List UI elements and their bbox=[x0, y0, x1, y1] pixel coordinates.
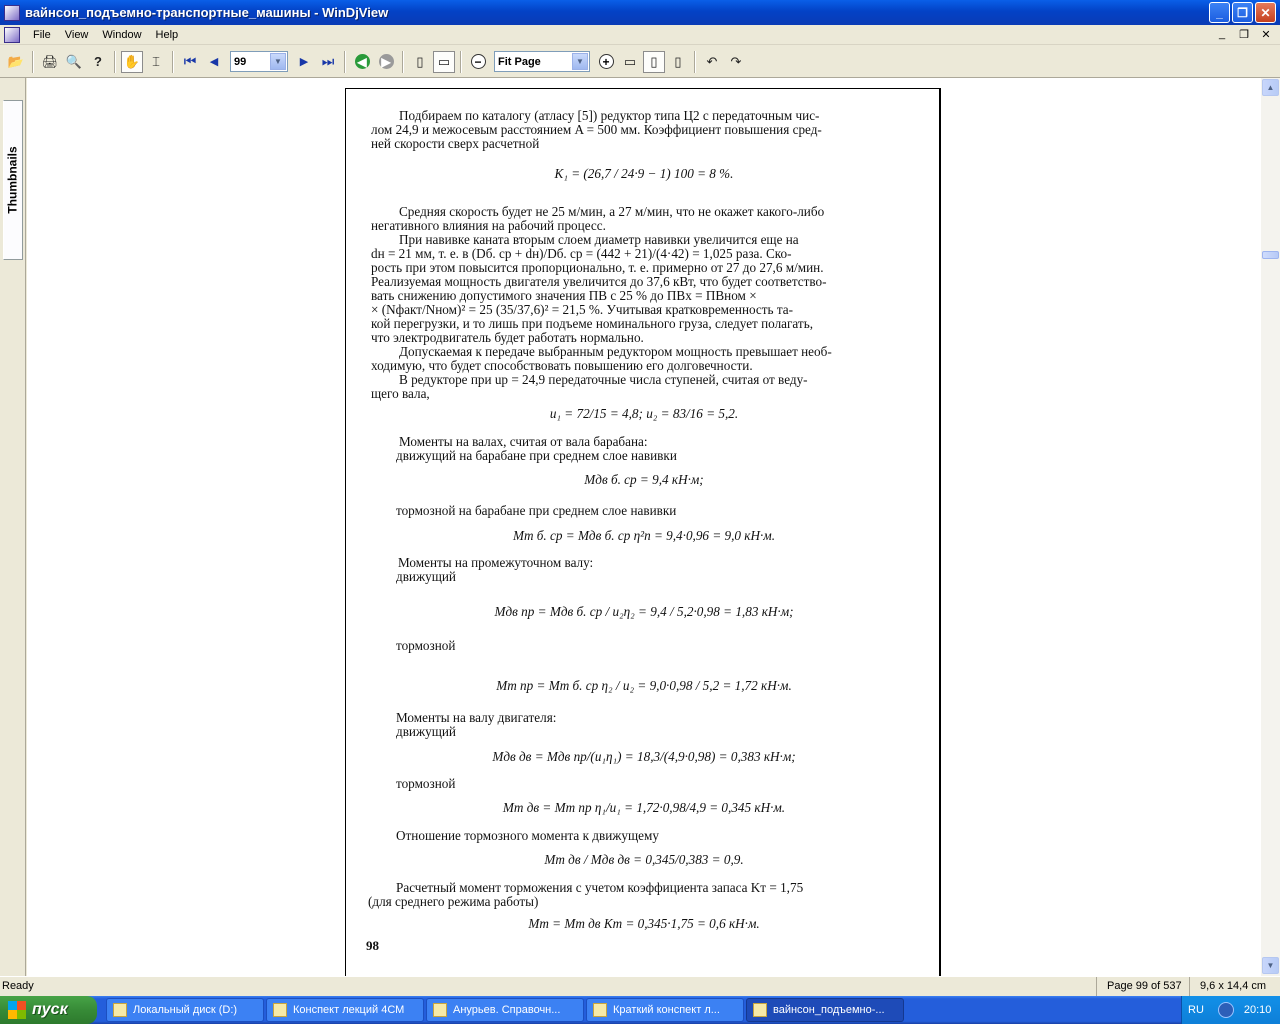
zoom-in-icon[interactable] bbox=[595, 51, 617, 73]
formula: Mдв б. ср = 9,4 кН·м; bbox=[584, 472, 704, 487]
document-icon[interactable] bbox=[4, 27, 20, 43]
separator bbox=[114, 51, 116, 73]
formula: Mт дв / Mдв дв = 0,345/0,383 = 0,9. bbox=[544, 852, 744, 867]
open-icon[interactable]: 📂 bbox=[7, 53, 25, 69]
select-tool-icon[interactable]: ⌶ bbox=[152, 53, 160, 69]
taskbar-item-label: Конспект лекций 4СМ bbox=[293, 1004, 405, 1016]
taskbar-item-label: Краткий конспект л... bbox=[613, 1004, 720, 1016]
text-line: что электродвигатель будет работать нормально. bbox=[371, 330, 644, 345]
minus-icon: − bbox=[471, 54, 486, 69]
text-line: (для среднего режима работы) bbox=[368, 894, 539, 909]
help-icon[interactable]: ? bbox=[94, 54, 102, 69]
plus-icon: + bbox=[599, 54, 614, 69]
windjview-icon bbox=[753, 1003, 767, 1017]
chevron-down-icon[interactable]: ▼ bbox=[270, 53, 286, 70]
text-line: движущий bbox=[396, 569, 456, 584]
menu-view[interactable]: View bbox=[64, 28, 89, 41]
single-page-icon[interactable]: ▯ bbox=[416, 53, 424, 69]
rotate-right-icon[interactable]: ↷ bbox=[730, 53, 742, 69]
doc-close-button[interactable]: ✕ bbox=[1261, 28, 1271, 41]
formula: Mт б. ср = Mдв б. ср η²п = 9,4·0,96 = 9,0 кН·м. bbox=[512, 528, 776, 543]
text-line: щего вала, bbox=[371, 386, 430, 401]
text-line: Средняя скорость будет не 25 м/мин, а 27 м/мин, что не окажет какого-либо bbox=[399, 204, 825, 219]
rotate-left-icon[interactable]: ↶ bbox=[706, 53, 718, 69]
taskbar-item-label: вайнсон_подъемно-... bbox=[773, 1004, 885, 1016]
thumbnails-tab-label: Thumbnails bbox=[6, 146, 20, 214]
formula: Mт дв = Mт пр η₁/u₁ = 1,72·0,98/4,9 = 0,345 кН·м. bbox=[502, 800, 786, 815]
text-line: При навивке каната вторым слоем диаметр навивки увеличится еще на bbox=[399, 232, 799, 247]
language-indicator[interactable]: RU bbox=[1188, 1004, 1204, 1016]
first-page-icon[interactable]: ⏮ bbox=[183, 53, 197, 69]
text-line: тормозной bbox=[396, 638, 456, 653]
fit-page-icon[interactable]: ▯ bbox=[643, 51, 665, 73]
app-icon bbox=[4, 5, 20, 21]
scroll-up-icon[interactable]: ▲ bbox=[1262, 79, 1279, 96]
forward-arrow-icon: ▶ bbox=[379, 54, 394, 69]
maximize-button[interactable]: ❐ bbox=[1232, 2, 1253, 23]
menu-help[interactable]: Help bbox=[155, 28, 179, 41]
title-bar bbox=[0, 0, 1280, 25]
formula: u₁ = 72/15 = 4,8; u₂ = 83/16 = 5,2. bbox=[549, 406, 739, 421]
formula: K₁ = (26,7 / 24·9 − 1) 100 = 8 %. bbox=[554, 166, 734, 181]
folder-icon bbox=[433, 1003, 447, 1017]
continuous-icon[interactable]: ▭ bbox=[433, 51, 455, 73]
back-icon[interactable] bbox=[351, 51, 373, 73]
formula: Mдв пр = Mдв б. ср / u₂η₂ = 9,4 / 5,2·0,98 = 1,83 кН·м; bbox=[494, 604, 794, 619]
text-line: кой перегрузки, и то лишь при подъеме номинального груза, следует полагать, bbox=[371, 316, 814, 331]
fit-width-icon[interactable]: ▭ bbox=[623, 53, 637, 69]
page-number: 98 bbox=[366, 938, 379, 953]
text-line: Моменты на промежуточном валу: bbox=[398, 555, 594, 570]
minimize-button[interactable]: _ bbox=[1209, 2, 1230, 23]
formula: Mт пр = Mт б. ср η₂ / u₂ = 9,0·0,98 / 5,2 = 1,72 кН·м. bbox=[496, 678, 792, 693]
vertical-scrollbar[interactable] bbox=[1261, 78, 1280, 976]
status-bar bbox=[0, 976, 1280, 996]
text-line: Моменты на валу двигателя: bbox=[396, 710, 557, 725]
text-line: лом 24,9 и межосевым расстоянием A = 500 мм. Коэффициент повышения сред- bbox=[371, 122, 822, 137]
text-line: Допускаемая к передаче выбранным редуктором мощность превышает необ- bbox=[399, 344, 832, 359]
text-line: Моменты на валах, считая от вала барабана: bbox=[399, 434, 648, 449]
text-line: тормозной на барабане при среднем слое навивки bbox=[396, 503, 677, 518]
drive-icon bbox=[113, 1003, 127, 1017]
text-line: рость при этом повысится пропорционально, т. е. примерно от 27 до 27,6 м/мин. bbox=[371, 260, 824, 275]
text-line: ходимую, что будет способствовать повышению его долговечности. bbox=[371, 358, 753, 373]
zoom-value: Fit Page bbox=[498, 55, 541, 68]
toolbar bbox=[0, 46, 1280, 78]
forward-icon[interactable] bbox=[375, 51, 397, 73]
thumbnails-tab[interactable] bbox=[3, 100, 23, 260]
taskbar-item-active[interactable] bbox=[746, 998, 904, 1022]
text-line: Расчетный момент торможения с учетом коэффициента запаса Kт = 1,75 bbox=[396, 880, 804, 895]
taskbar-item[interactable] bbox=[426, 998, 584, 1022]
zoom-out-icon[interactable] bbox=[467, 51, 489, 73]
separator bbox=[172, 51, 174, 73]
doc-restore-button[interactable]: ❐ bbox=[1239, 28, 1249, 41]
text-line: Реализуемая мощность двигателя увеличится до 37,6 кВт, что будет соответство- bbox=[371, 274, 827, 289]
chevron-down-icon[interactable]: ▼ bbox=[572, 53, 588, 70]
hand-tool-icon[interactable]: ✋ bbox=[121, 51, 143, 73]
taskbar-item-label: Анурьев. Справочн... bbox=[453, 1004, 561, 1016]
status-page: Page 99 of 537 bbox=[1096, 977, 1189, 996]
print-icon[interactable]: 🖨 bbox=[41, 53, 59, 69]
text-line: негативного влияния на рабочий процесс. bbox=[371, 218, 606, 233]
text-line: В редукторе при uр = 24,9 передаточные числа ступеней, считая от веду- bbox=[399, 372, 808, 387]
menu-file[interactable]: File bbox=[33, 28, 51, 41]
taskbar-item[interactable] bbox=[586, 998, 744, 1022]
page-number-value: 99 bbox=[234, 55, 247, 68]
word-document-icon bbox=[593, 1003, 607, 1017]
text-line: Отношение тормозного момента к движущему bbox=[396, 828, 659, 843]
text-line: Подбираем по каталогу (атласу [5]) редуктор типа Ц2 с передаточным чис- bbox=[399, 108, 820, 123]
text-line: ней скорости сверх расчетной bbox=[371, 136, 540, 151]
start-label: пуск bbox=[32, 1001, 68, 1018]
formula: Mт = Mт дв Kт = 0,345·1,75 = 0,6 кН·м. bbox=[528, 916, 760, 931]
page-number-combo[interactable] bbox=[230, 51, 288, 72]
clock[interactable]: 20:10 bbox=[1243, 1004, 1272, 1016]
taskbar bbox=[0, 996, 1280, 1024]
last-page-icon[interactable]: ⏭ bbox=[321, 53, 335, 69]
previous-page-icon[interactable]: ◀ bbox=[209, 56, 219, 68]
tray-icon[interactable] bbox=[1218, 1002, 1234, 1018]
mdi-controls bbox=[1214, 28, 1280, 42]
next-page-icon[interactable]: ▶ bbox=[299, 56, 309, 68]
separator bbox=[402, 51, 404, 73]
text-line: × (Nфакт/Nном)² = 25 (35/37,6)² = 21,5 %. Учитывая кратковременность та- bbox=[371, 302, 794, 317]
actual-size-icon[interactable]: ▯ bbox=[674, 53, 682, 69]
scroll-thumb[interactable] bbox=[1262, 251, 1279, 259]
document-viewer[interactable] bbox=[27, 78, 1261, 976]
back-arrow-icon: ◀ bbox=[355, 54, 370, 69]
system-tray bbox=[1181, 996, 1280, 1024]
text-line: движущий на барабане при среднем слое навивки bbox=[396, 448, 677, 463]
folder-icon bbox=[273, 1003, 287, 1017]
formula: Mдв дв = Mдв пр/(u₁η₁) = 18,3/(4,9·0,98) = 0,383 кН·м; bbox=[492, 749, 796, 764]
scroll-down-icon[interactable]: ▼ bbox=[1262, 957, 1279, 974]
start-button[interactable] bbox=[0, 996, 97, 1024]
separator bbox=[344, 51, 346, 73]
find-icon[interactable]: 🔍 bbox=[65, 53, 83, 69]
zoom-combo[interactable] bbox=[494, 51, 590, 72]
text-line: dн = 21 мм, т. е. в (Dб. ср + dн)/Dб. ср = (442 + 21)/(4·42) = 1,025 раза. Ско- bbox=[371, 246, 792, 261]
text-line: вать снижению допустимого значения ПВ с 25 % до ПВx = ПВном × bbox=[371, 288, 757, 303]
status-text: Ready bbox=[2, 980, 34, 992]
window-title: вайнсон_подъемно-транспортные_машины - WinDjView bbox=[25, 5, 389, 20]
separator bbox=[694, 51, 696, 73]
menu-window[interactable]: Window bbox=[102, 28, 142, 41]
doc-minimize-button[interactable]: _ bbox=[1218, 27, 1226, 40]
status-size: 9,6 x 14,4 cm bbox=[1189, 977, 1280, 996]
text-line: тормозной bbox=[396, 776, 456, 791]
close-button[interactable]: ✕ bbox=[1255, 2, 1276, 23]
taskbar-item-label: Локальный диск (D:) bbox=[133, 1004, 238, 1016]
taskbar-item[interactable] bbox=[106, 998, 264, 1022]
text-line: движущий bbox=[396, 724, 456, 739]
document-page bbox=[345, 88, 941, 976]
sidebar bbox=[0, 78, 26, 976]
separator bbox=[32, 51, 34, 73]
windows-logo-icon bbox=[8, 1001, 26, 1019]
taskbar-item[interactable] bbox=[266, 998, 424, 1022]
separator bbox=[460, 51, 462, 73]
menu-bar bbox=[0, 25, 1280, 45]
